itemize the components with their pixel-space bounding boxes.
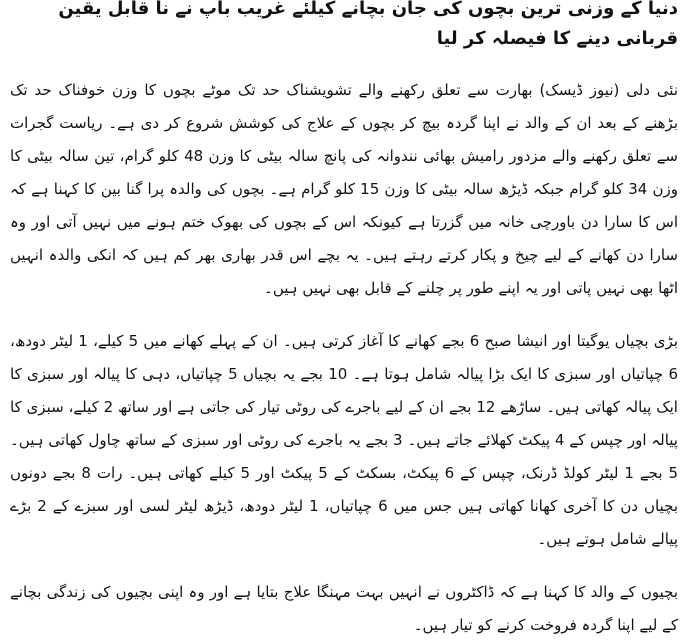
article-headline: دنیا کے وزنی ترین بچوں کی جان بچانے کیلئے غریب باپ نے نا قابل یقین قربانی دینے کا فیصلہ کر لیا (58, 0, 678, 49)
article-paragraph-2: بڑی بچیاں یوگیتا اور انیشا صبح 6 بجے کھانے کا آغاز کرتی ہیں۔ ان کے پہلے کھانے میں 5 کیلے، 1 لیٹر دودھ، 6 چپاتیاں اور سبزی کا ایک بڑا پیالہ شامل ہوتا ہے۔ 10 بجے یہ بچیاں 5 چپاتیاں، دہی کا پیالہ اور سبزی کا ایک پیالہ کھاتی ہیں۔ ساڑھے 12 بجے ان کے لیے باجرے کی روٹی تیار کی جاتی ہے اور ساتھ 2 کیلے، سبزی کا پیالہ اور چپس کے 4 پیکٹ کھلائے جاتے ہیں۔ 3 بجے یہ باجرے کی روٹی اور سبزی کے ساتھ چاول کھاتی ہیں۔ 5 بجے 1 لیٹر کولڈ ڈرنک، چپس کے 6 پیکٹ، بسکٹ کے 5 پیکٹ اور 5 کیلے کھاتی ہیں۔ رات 8 بجے دونوں بچیاں دن کا آخری کھانا کھاتی ہیں جس میں 6 چپاتیاں، 1 لیٹر دودھ، ڈیڑھ لیٹر لسی اور سبزے کے 2 بڑے پیالے شامل ہوتے ہیں۔ (10, 332, 679, 548)
article-paragraph-3: بچیوں کے والد کا کہنا ہے کہ ڈاکٹروں نے انہیں بہت مہنگا علاج بتایا ہے اور وہ اپنی بچیوں کی زندگی بچانے کے لیے اپنا گردہ فروخت کرنے کو تیار ہیں۔ (10, 583, 678, 634)
article-paragraph-1: نئی دلی (نیوز ڈیسک) بھارت سے تعلق رکھنے والے تشویشناک حد تک موٹے بچوں کا وزن خوفناک حد تک بڑھنے کے بعد ان کے والد نے اپنا گردہ بیچ کر بچوں کے علاج کی کوشش شروع کر دی ہے۔ ریاست گجرات سے تعلق رکھنے والے مزدور رامیش بھائی نندوانہ کی پانچ سالہ بیٹی کا وزن 48 کلو گرام، تین سالہ بیٹی کا وزن 34 کلو گرام جبکہ ڈیڑھ سالہ بیٹی کا وزن 15 کلو گرام ہے۔ بچوں کی والدہ پرا گنا بین کا کہنا ہے کہ اس کا سارا دن باورچی خانہ میں گزرتا ہے کیونکہ اس کے بچوں کی بھوک ختم ہونے میں نہیں آتی اور وہ سارا دن کھانے کے لیے چیخ و پکار کرتے رہتے ہیں۔ یہ بچے اس قدر بھاری بھر کم ہیں کہ انکی والدہ انہیں اٹھا بھی نہیں پاتی اور یہ اپنے طور پر چلنے کے قابل بھی نہیں ہیں۔ (10, 81, 678, 297)
article (10, 0, 678, 642)
